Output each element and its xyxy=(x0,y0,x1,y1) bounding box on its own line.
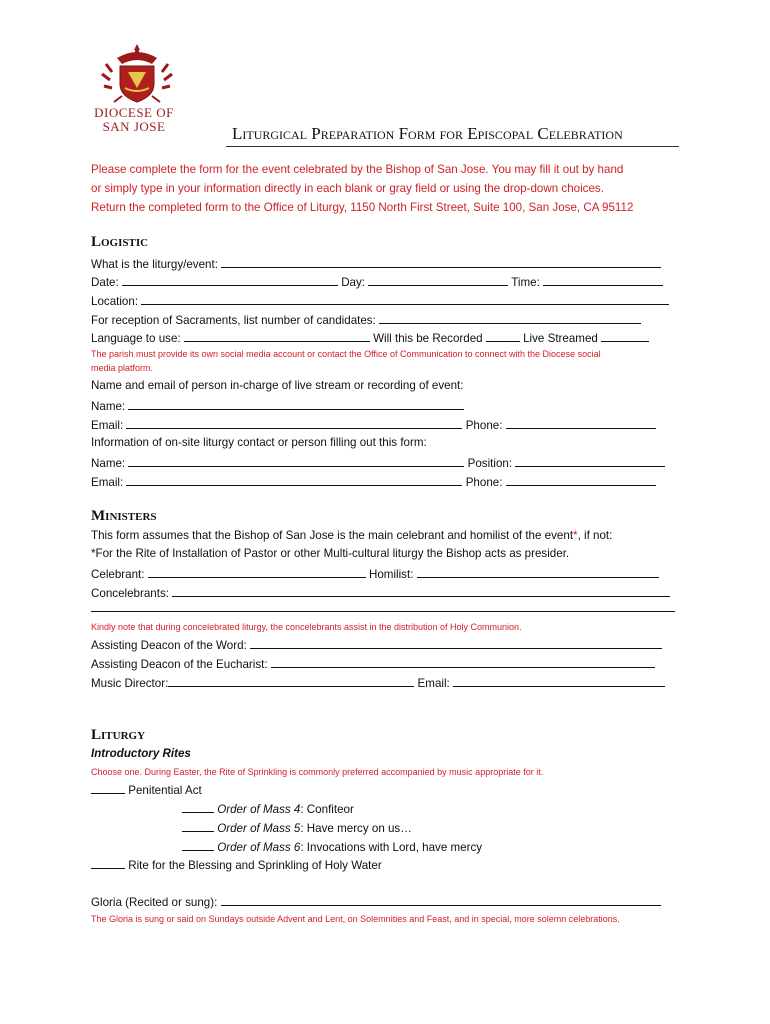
deacon-word-field[interactable] xyxy=(250,637,662,649)
onsite-email-field[interactable] xyxy=(126,474,462,486)
deacon-eucharist-label: Assisting Deacon of the Eucharist: xyxy=(91,658,268,671)
sprinkling-checkbox[interactable] xyxy=(91,857,125,869)
sprinkling-row xyxy=(91,857,382,872)
stream-contact-label: Name and email of person in-charge of live stream or recording of event: xyxy=(91,379,464,392)
social-note-line: The parish must provide its own social media account or contact the Office of Communication to connect with the Diocese social xyxy=(91,349,601,359)
homilist-label: Homilist: xyxy=(368,568,414,581)
streamed-field[interactable] xyxy=(601,330,649,342)
phone-label: Phone: xyxy=(465,419,503,432)
location-row xyxy=(91,293,669,308)
music-director-row xyxy=(91,675,665,690)
onsite-email-row xyxy=(91,474,656,489)
title-divider xyxy=(226,146,679,147)
concelebrants-row xyxy=(91,585,670,600)
gloria-field[interactable] xyxy=(221,894,661,906)
sacraments-label: For reception of Sacraments, list number of candidates: xyxy=(91,314,376,327)
liturgy-event-row xyxy=(91,256,661,271)
day-label: Day: xyxy=(341,276,366,289)
celebrant-label: Celebrant: xyxy=(91,568,145,581)
mass4-text: : Confiteor xyxy=(300,803,354,816)
diocese-logo-text xyxy=(94,106,174,134)
position-label: Position: xyxy=(467,457,513,470)
time-field[interactable] xyxy=(543,274,663,286)
concelebrants-label: Concelebrants: xyxy=(91,587,169,600)
language-row xyxy=(91,330,649,345)
language-label: Language to use: xyxy=(91,332,181,345)
homilist-field[interactable] xyxy=(417,566,659,578)
intro-line: Return the completed form to the Office of Liturgy, 1150 North First Street, Suite 100, San Jose, CA 95112 xyxy=(91,201,634,214)
mass5-row xyxy=(182,820,412,835)
name-label: Name: xyxy=(91,457,126,470)
assumption-star: * xyxy=(573,529,578,542)
penitential-checkbox[interactable] xyxy=(91,782,125,794)
recorded-field[interactable] xyxy=(486,330,520,342)
stream-name-field[interactable] xyxy=(128,398,464,410)
streamed-label: Live Streamed xyxy=(523,332,598,345)
intro-line: or simply type in your information directly in each blank or gray field or using the drop-down choices. xyxy=(91,182,604,195)
social-media-note xyxy=(91,347,601,375)
form-title: Liturgical Preparation Form for Episcopal Celebration xyxy=(232,124,623,143)
music-director-field[interactable] xyxy=(168,675,414,687)
gloria-row xyxy=(91,894,661,909)
assumption-text: This form assumes that the Bishop of San Jose is the main celebrant and homilist of the event xyxy=(91,529,574,542)
date-row xyxy=(91,274,663,289)
mass5-checkbox[interactable] xyxy=(182,820,214,832)
sacraments-row xyxy=(91,312,641,327)
location-field[interactable] xyxy=(141,293,669,305)
deacon-eucharist-row xyxy=(91,656,655,671)
mass4-checkbox[interactable] xyxy=(182,801,214,813)
mass6-text: : Invocations with Lord, have mercy xyxy=(300,841,483,854)
intro-line: Please complete the form for the event celebrated by the Bishop of San Jose. You may fill it out by hand xyxy=(91,163,624,176)
ministers-heading: Ministers xyxy=(91,508,157,524)
music-director-label: Music Director: xyxy=(91,677,169,690)
day-field[interactable] xyxy=(368,274,508,286)
recorded-label: Will this be Recorded xyxy=(373,332,483,345)
installation-line: *For the Rite of Installation of Pastor or other Multi-cultural liturgy the Bishop acts as presider. xyxy=(91,547,570,560)
mass6-checkbox[interactable] xyxy=(182,839,214,851)
stream-email-field[interactable] xyxy=(126,417,462,429)
language-field[interactable] xyxy=(184,330,370,342)
onsite-position-field[interactable] xyxy=(515,455,665,467)
date-field[interactable] xyxy=(122,274,338,286)
sprinkling-label: Rite for the Blessing and Sprinkling of Holy Water xyxy=(128,859,382,872)
stream-name-row xyxy=(91,398,464,413)
celebrant-field[interactable] xyxy=(148,566,366,578)
onsite-name-field[interactable] xyxy=(128,455,464,467)
email-label: Email: xyxy=(91,476,124,489)
liturgy-event-field[interactable] xyxy=(221,256,661,268)
liturgy-heading: Liturgy xyxy=(91,727,146,743)
music-director-email-field[interactable] xyxy=(453,675,665,687)
social-note-line: media platform. xyxy=(91,363,154,373)
mass5-text: : Have mercy on us… xyxy=(300,822,412,835)
concelebrants-field[interactable] xyxy=(172,585,670,597)
logistic-heading: Logistic xyxy=(91,234,149,250)
celebrant-row xyxy=(91,566,659,581)
assumption-tail: , if not: xyxy=(577,529,613,542)
introductory-rites-heading: Introductory Rites xyxy=(91,747,191,760)
penitential-row xyxy=(91,782,202,797)
intro-instructions xyxy=(91,160,683,217)
stream-phone-field[interactable] xyxy=(506,417,656,429)
mass4-title: Order of Mass 4 xyxy=(217,803,301,816)
email-label: Email: xyxy=(417,677,450,690)
name-label: Name: xyxy=(91,400,126,413)
mass6-row xyxy=(182,839,482,854)
date-label: Date: xyxy=(91,276,119,289)
logo-line-2: SAN JOSE xyxy=(102,119,166,134)
gloria-note: The Gloria is sung or said on Sundays outside Advent and Lent, on Solemnities and Feast, and in special, more solemn celebrations. xyxy=(91,914,620,924)
liturgy-event-label: What is the liturgy/event: xyxy=(91,258,218,271)
choose-note: Choose one. During Easter, the Rite of Sprinkling is commonly preferred accompanied by music appropriate for it. xyxy=(91,767,544,777)
mass6-title: Order of Mass 6 xyxy=(217,841,301,854)
assumption-line xyxy=(91,529,612,542)
concelebrants-field-2[interactable] xyxy=(91,600,675,612)
deacon-word-row xyxy=(91,637,662,652)
location-label: Location: xyxy=(91,295,139,308)
sacraments-field[interactable] xyxy=(379,312,641,324)
time-label: Time: xyxy=(511,276,540,289)
mass4-row xyxy=(182,801,354,816)
email-label: Email: xyxy=(91,419,124,432)
penitential-label: Penitential Act xyxy=(128,784,202,797)
gloria-label: Gloria (Recited or sung): xyxy=(91,896,218,909)
logo-line-1: DIOCESE OF xyxy=(94,105,174,120)
onsite-phone-field[interactable] xyxy=(506,474,656,486)
mass5-title: Order of Mass 5 xyxy=(217,822,301,835)
deacon-eucharist-field[interactable] xyxy=(271,656,655,668)
stream-email-row xyxy=(91,417,656,432)
deacon-word-label: Assisting Deacon of the Word: xyxy=(91,639,247,652)
concelebrant-note: Kindly note that during concelebrated liturgy, the concelebrants assist in the distribution of Holy Communion. xyxy=(91,622,522,632)
phone-label: Phone: xyxy=(465,476,503,489)
onsite-name-row xyxy=(91,455,665,470)
onsite-label: Information of on-site liturgy contact or person filling out this form: xyxy=(91,436,427,449)
concelebrants-row-2 xyxy=(91,600,675,615)
